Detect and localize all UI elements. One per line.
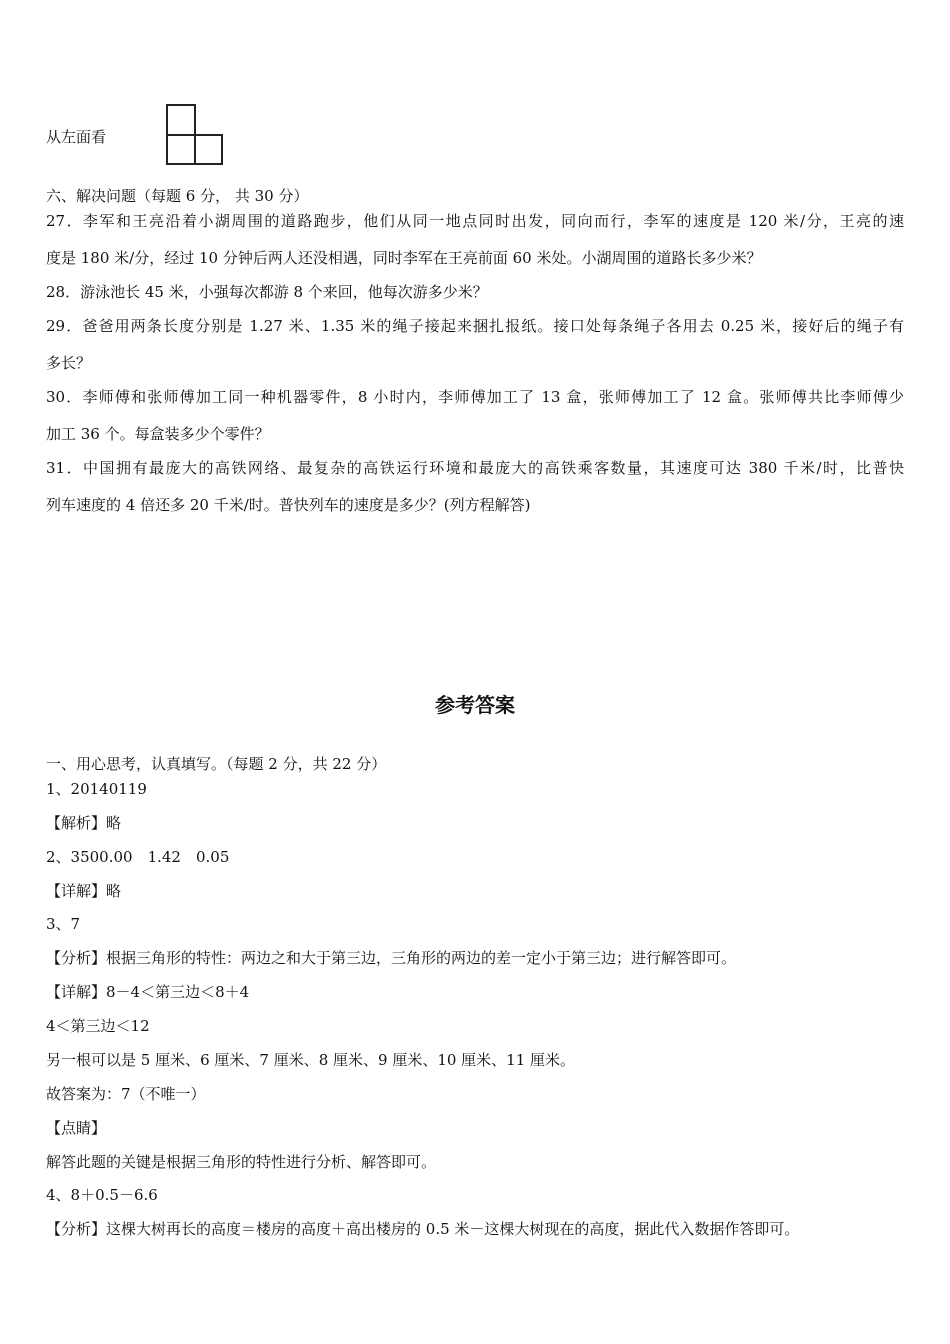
answer-3-tip-text: 解答此题的关键是根据三角形的特性进行分析、解答即可。 [46, 1153, 437, 1171]
question-29-line1: 29．爸爸用两条长度分别是 1.27 米、1.35 米的绳子接起来捆扎报纸。接口处每条绳子各用去 0.25 米，接好后的绳子有 [46, 317, 904, 335]
question-30-line1: 30．李师傅和张师傅加工同一种机器零件，8 小时内，李师傅加工了 13 盒，张师傅加工了 12 盒。张师傅共比李师傅少 [46, 388, 904, 406]
question-27-line1: 27．李军和王亮沿着小湖周围的道路跑步，他们从同一地点同时出发，同向而行，李军的速度是 120 米/分，王亮的速 [46, 212, 904, 230]
answer-1-note: 【解析】略 [46, 814, 122, 832]
question-29-line2: 多长？ [46, 354, 92, 372]
answer-3-analysis: 【分析】根据三角形的特性：两边之和大于第三边，三角形的两边的差一定小于第三边；进行解答即可。 [46, 949, 737, 967]
answer-3-line4: 故答案为：7（不唯一） [46, 1085, 206, 1103]
answer-1: 1、20140119 [46, 780, 147, 798]
answers-title: 参考答案 [435, 693, 515, 717]
question-30-line2: 加工 36 个。每盒装多少个零件？ [46, 425, 270, 443]
answer-4-analysis: 【分析】这棵大树再长的高度＝楼房的高度＋高出楼房的 0.5 米－这棵大树现在的高度，据此代入数据作答即可。 [46, 1220, 800, 1238]
answer-2-note: 【详解】略 [46, 882, 122, 900]
answer-3-line3: 另一根可以是 5 厘米、6 厘米、7 厘米、8 厘米、9 厘米、10 厘米、11 厘米。 [46, 1051, 576, 1069]
answer-3-line2: 4＜第三边＜12 [46, 1017, 150, 1035]
answer-4: 4、8＋0.5－6.6 [46, 1186, 158, 1204]
question-28: 28．游泳池长 45 米，小强每次都游 8 个来回，他每次游多少米？ [46, 283, 488, 301]
answer-3-tip-label: 【点睛】 [46, 1119, 107, 1137]
answers-section-1-heading: 一、用心思考，认真填写。（每题 2 分，共 22 分） [46, 755, 387, 773]
section-6-heading: 六、解决问题（每题 6 分， 共 30 分） [46, 187, 309, 205]
question-27-line2: 度是 180 米/分，经过 10 分钟后两人还没相遇，同时李军在王亮前面 60 米处。小湖周围的道路长多少米？ [46, 249, 762, 267]
question-31-line2: 列车速度的 4 倍还多 20 千米/时。普快列车的速度是多少？(列方程解答) [46, 496, 531, 514]
left-view-figure [165, 103, 225, 167]
view-label: 从左面看 [46, 128, 107, 146]
answer-3-detail: 【详解】8－4＜第三边＜8＋4 [46, 983, 250, 1001]
answer-2: 2、3500.00 1.42 0.05 [46, 848, 230, 866]
answer-3: 3、7 [46, 915, 81, 933]
question-31-line1: 31．中国拥有最庞大的高铁网络、最复杂的高铁运行环境和最庞大的高铁乘客数量，其速度可达 380 千米/时，比普快 [46, 459, 904, 477]
